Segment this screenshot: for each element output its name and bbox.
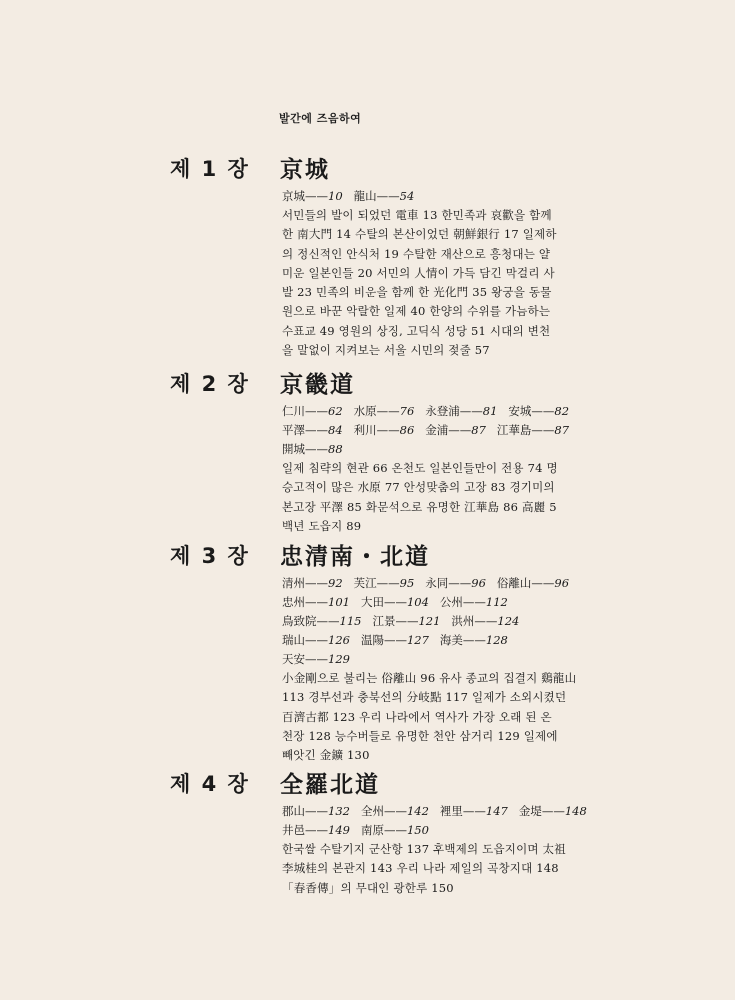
place-name: 天安 <box>282 652 305 666</box>
dash-leader: —— <box>305 576 328 590</box>
place-name: 清州 <box>282 576 305 590</box>
dash-leader: —— <box>531 423 555 437</box>
page-number: 87 <box>554 423 570 437</box>
place-entry <box>425 421 486 440</box>
summary-line: 한 南大門 14 수탈의 본산이었던 朝鮮銀行 17 일제하 <box>282 227 557 242</box>
place-entry <box>282 402 343 421</box>
place-entry <box>282 574 343 593</box>
summary-line: 본고장 平澤 85 화문석으로 유명한 江華島 86 高麗 5 <box>282 499 557 514</box>
summary-line: 천장 128 능수버들로 유명한 천안 삼거리 129 일제에 <box>282 728 558 743</box>
page-number: 115 <box>339 614 362 628</box>
place-name: 全州 <box>360 804 384 818</box>
place-name: 温陽 <box>360 633 384 647</box>
page-number: 88 <box>328 442 343 456</box>
summary-line: 「春香傳」의 무대인 광한루 150 <box>282 880 454 895</box>
place-name: 忠州 <box>282 595 305 609</box>
summary-line: 백년 도읍지 89 <box>282 518 362 533</box>
place-entry <box>282 421 343 440</box>
summary-line: 발 23 민족의 비운을 함께 한 光化門 35 왕궁을 동물 <box>282 285 552 300</box>
page-number: 87 <box>471 423 486 437</box>
page-number: 150 <box>406 823 429 837</box>
summary-line: 한국쌀 수탈기지 군산항 137 후백제의 도읍지이며 太祖 <box>282 842 566 856</box>
place-entry <box>282 593 350 612</box>
place-entry <box>282 440 343 459</box>
dash-leader: —— <box>305 404 328 418</box>
summary-line: 원으로 바꾼 악랄한 일제 40 한양의 수위를 가늠하는 <box>282 304 551 319</box>
chapter-label: 제 2 장 <box>170 372 250 396</box>
page-number: 124 <box>497 614 520 628</box>
place-name: 平澤 <box>282 423 305 437</box>
page-number: 148 <box>564 804 587 818</box>
place-name: 永登浦 <box>425 404 460 418</box>
dash-leader: —— <box>448 423 472 437</box>
dash-leader: —— <box>305 633 328 647</box>
place-name: 洪州 <box>451 614 475 628</box>
dash-leader: —— <box>376 189 400 203</box>
place-entry <box>440 802 508 821</box>
page-number: 149 <box>328 823 350 837</box>
chapter-body <box>282 802 598 898</box>
dash-leader: —— <box>462 804 486 818</box>
place-entry <box>282 612 361 631</box>
dash-leader: —— <box>531 404 555 418</box>
dash-leader: —— <box>474 614 498 628</box>
place-name: 江華島 <box>496 423 532 437</box>
place-entry <box>282 187 343 206</box>
place-entry <box>497 574 569 593</box>
dash-leader: —— <box>531 576 555 590</box>
chapter-body <box>282 574 598 765</box>
page-number: 104 <box>406 595 429 609</box>
dash-leader: —— <box>383 595 407 609</box>
place-entry <box>354 421 415 440</box>
place-entry <box>497 421 569 440</box>
place-name: 裡里 <box>439 804 463 818</box>
page-number: 121 <box>418 614 441 628</box>
page-number: 127 <box>406 633 429 647</box>
place-name: 金堤 <box>518 804 542 818</box>
summary-line: 수표교 49 영원의 상징, 고딕식 성당 51 시대의 변천 <box>282 323 551 338</box>
dash-leader: —— <box>305 823 328 837</box>
place-name: 井邑 <box>282 823 305 837</box>
place-entry <box>508 402 569 421</box>
page-number: 76 <box>399 404 415 418</box>
chapter-summary <box>282 840 598 898</box>
dash-leader: —— <box>305 189 328 203</box>
summary-line: 서민들의 발이 되었던 電車 13 한민족과 哀歡을 함께 <box>282 208 552 222</box>
page-number: 84 <box>328 423 343 437</box>
page-number: 54 <box>399 189 415 203</box>
place-index-line <box>282 593 598 612</box>
place-name: 仁川 <box>282 404 305 418</box>
place-entry <box>425 402 497 421</box>
place-entry <box>372 612 440 631</box>
summary-line: 일제 침략의 현관 66 온천도 일본인들만이 전용 74 명 <box>282 461 558 475</box>
dash-leader: —— <box>462 633 486 647</box>
dash-leader: —— <box>305 595 328 609</box>
dash-leader: —— <box>383 804 407 818</box>
place-name: 鳥致院 <box>282 614 317 628</box>
page-number: 82 <box>554 404 570 418</box>
place-name: 南原 <box>360 823 384 837</box>
place-name: 利川 <box>353 423 377 437</box>
place-entry <box>354 402 415 421</box>
place-entry <box>440 593 508 612</box>
summary-line: 을 말없이 지켜보는 서울 시민의 젖줄 57 <box>282 343 490 358</box>
place-name: 俗離山 <box>496 576 532 590</box>
chapter-label: 제 4 장 <box>170 772 250 796</box>
dash-leader: —— <box>383 823 407 837</box>
page-number: 126 <box>328 633 350 647</box>
page-number: 142 <box>406 804 429 818</box>
summary-line: 小金剛으로 불리는 俗離山 96 유사 종교의 집결지 鷄龍山 <box>282 671 577 685</box>
dash-leader: —— <box>376 576 400 590</box>
chapter-title: 京畿道 <box>280 371 355 398</box>
place-name: 安城 <box>508 404 532 418</box>
place-entry <box>440 631 508 650</box>
page-number: 62 <box>328 404 343 418</box>
dash-leader: —— <box>448 576 472 590</box>
page-number: 101 <box>328 595 350 609</box>
summary-line: 百濟古都 123 우리 나라에서 역사가 가장 오래 된 온 <box>282 709 552 724</box>
dash-leader: —— <box>316 614 340 628</box>
chapter-summary <box>282 206 598 360</box>
chapter-label: 제 3 장 <box>170 544 250 568</box>
dash-leader: —— <box>459 404 483 418</box>
place-name: 永同 <box>425 576 449 590</box>
place-index-line <box>282 402 598 421</box>
chapter-summary <box>282 459 598 536</box>
place-entry <box>451 612 519 631</box>
chapter-summary <box>282 669 598 765</box>
place-entry <box>354 574 415 593</box>
dash-leader: —— <box>376 423 400 437</box>
page-number: 81 <box>482 404 498 418</box>
dash-leader: —— <box>383 633 407 647</box>
summary-line: 의 정신적인 안식처 19 수탈한 재산으로 흥청대는 얄 <box>282 246 551 261</box>
place-name: 郡山 <box>282 804 305 818</box>
place-name: 龍山 <box>353 189 377 203</box>
place-entry <box>282 802 350 821</box>
place-index-line <box>282 421 598 440</box>
intro-heading: 발간에 즈음하여 <box>279 112 362 125</box>
chapter-body <box>282 402 598 536</box>
place-entry <box>282 631 350 650</box>
page-number: 96 <box>471 576 486 590</box>
place-index-line <box>282 802 598 821</box>
chapter-title: 全羅北道 <box>280 771 380 798</box>
dash-leader: —— <box>305 652 328 666</box>
summary-line: 113 경부선과 충북선의 分岐點 117 일제가 소외시켰던 <box>282 690 567 705</box>
place-index-line <box>282 650 598 669</box>
summary-line: 미운 일본인들 20 서민의 人情이 가득 담긴 막걸리 사 <box>282 265 555 280</box>
place-index-line <box>282 821 598 840</box>
summary-line: 李城桂의 본관지 143 우리 나라 제일의 곡창지대 148 <box>282 861 559 876</box>
chapter-title: 京城 <box>280 156 330 183</box>
chapter-label: 제 1 장 <box>170 157 250 181</box>
chapter-body <box>282 187 598 360</box>
place-entry <box>519 802 587 821</box>
place-name: 芙江 <box>353 576 377 590</box>
place-index-line <box>282 631 598 650</box>
place-index-line <box>282 574 598 593</box>
dash-leader: —— <box>376 404 400 418</box>
page-number: 147 <box>485 804 508 818</box>
page-number: 128 <box>485 633 508 647</box>
place-entry <box>361 802 429 821</box>
page-number: 112 <box>485 595 508 609</box>
place-entry <box>282 821 350 840</box>
place-entry <box>361 821 429 840</box>
place-name: 金浦 <box>425 423 449 437</box>
dash-leader: —— <box>462 595 486 609</box>
place-index-line <box>282 612 598 631</box>
page-number: 95 <box>399 576 415 590</box>
place-entry <box>361 593 429 612</box>
page-number: 132 <box>328 804 350 818</box>
page-number: 86 <box>399 423 415 437</box>
place-entry <box>282 650 350 669</box>
place-name: 水原 <box>353 404 377 418</box>
place-index-line <box>282 440 598 459</box>
chapter-title: 忠清南・北道 <box>280 543 430 570</box>
dash-leader: —— <box>541 804 565 818</box>
place-entry <box>361 631 429 650</box>
summary-line: 승고적이 많은 水原 77 안성맞춤의 고장 83 경기미의 <box>282 480 555 495</box>
place-name: 京城 <box>282 189 305 203</box>
place-index-line <box>282 187 598 206</box>
place-name: 大田 <box>360 595 384 609</box>
dash-leader: —— <box>305 442 328 456</box>
place-name: 江景 <box>372 614 396 628</box>
page-number: 92 <box>328 576 343 590</box>
page-number: 129 <box>328 652 350 666</box>
summary-line: 빼앗긴 金鑛 130 <box>282 748 370 763</box>
page-number: 96 <box>554 576 570 590</box>
place-entry <box>354 187 415 206</box>
dash-leader: —— <box>305 804 328 818</box>
place-name: 海美 <box>439 633 463 647</box>
place-name: 開城 <box>282 442 305 456</box>
page-number: 10 <box>328 189 343 203</box>
dash-leader: —— <box>305 423 328 437</box>
place-entry <box>425 574 486 593</box>
dash-leader: —— <box>395 614 419 628</box>
place-name: 公州 <box>439 595 463 609</box>
place-name: 瑞山 <box>282 633 305 647</box>
